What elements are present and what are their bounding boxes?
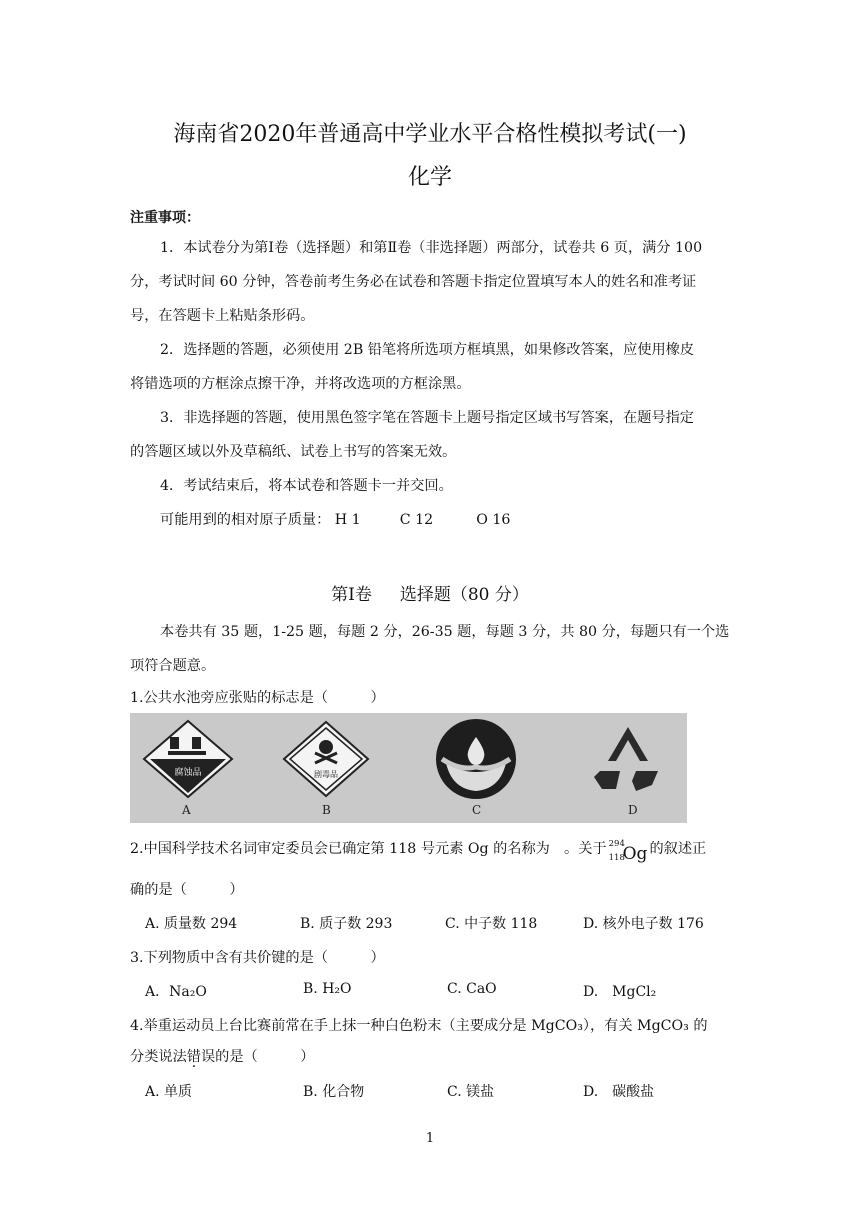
q4-emphasis-word: 错误: [186, 1049, 216, 1065]
q4-stem-line-1: 4.举重运动员上台比赛前常在手上抹一种白色粉末（主要成分是 MgCO₃），有关 MgCO₃ 的: [130, 1018, 708, 1034]
notice-item-1-line-3: 号，在答题卡上粘贴条形码。: [130, 308, 315, 324]
q2-stem-line-1: [130, 838, 706, 864]
notice-item-1-line-2: 分，考试时间 60 分钟，答卷前考生务必在试卷和答题卡指定位置填写本人的姓名和准考证: [130, 274, 697, 290]
q3-stem: 3.下列物质中含有共价键的是（ ）: [130, 950, 385, 966]
atomic-mass-c: C 12: [399, 512, 434, 528]
recycling-sign-icon: [582, 719, 674, 801]
q2-stem-part-1: 2.中国科学技术名词审定委员会已确定第 118 号元素 Og 的名称为 。关于: [130, 841, 607, 857]
corrosive-sign-icon: [142, 719, 234, 801]
section-1-part-label: 第Ⅰ卷: [331, 585, 372, 605]
notice-item-2-line-2: 将错选项的方框涂点擦干净，并将改选项的方框涂黑。: [130, 376, 471, 392]
q1-option-a-label: A: [182, 803, 191, 817]
q2-option-c: C. 中子数 118: [445, 916, 538, 932]
q3-option-a: A．Na₂O: [145, 984, 207, 1000]
isotope-atomic-number: 118: [608, 853, 625, 863]
exam-title: 海南省2020年普通高中学业水平合格性模拟考试(一): [173, 122, 687, 147]
q4-stem-line-2: [130, 1046, 314, 1066]
corrosive-sign-text: 腐蚀品: [174, 768, 202, 778]
notice-heading: 注重事项：: [130, 210, 200, 226]
notice-item-3-line-2: 的答题区域以外及草稿纸、试卷上书写的答案无效。: [130, 444, 457, 460]
q2-option-d: D. 核外电子数 176: [583, 916, 704, 932]
atomic-mass-line: [160, 509, 510, 529]
q4-option-d: D. 碳酸盐: [583, 1084, 655, 1100]
q2-option-a: A. 质量数 294: [145, 916, 238, 932]
toxic-sign-icon: [280, 719, 372, 801]
og-isotope-notation: [608, 839, 648, 864]
q3-option-b: B. H₂O: [303, 981, 352, 997]
notice-item-4: 4．考试结束后，将本试卷和答题卡一并交回。: [160, 478, 453, 494]
notice-item-2-line-1: 2．选择题的答题，必须使用 2B 铅笔将所选项方框填黑，如果修改答案，应使用橡皮: [160, 342, 695, 358]
section-1-part-name: 选择题（80 分）: [399, 585, 529, 605]
q4-option-b: B. 化合物: [303, 1084, 365, 1100]
atomic-mass-h: H 1: [334, 512, 361, 528]
q2-stem-part-2: 的叙述正: [649, 841, 707, 857]
q4-option-a: A. 单质: [145, 1084, 193, 1100]
q4-stem-part-b: 的是（ ）: [215, 1049, 315, 1065]
atomic-mass-o: O 16: [476, 512, 511, 528]
water-saving-sign-icon: [430, 719, 522, 801]
section-1-title: [0, 580, 860, 605]
q1-option-b-label: B: [322, 803, 331, 817]
q3-option-d: D. MgCl₂: [583, 984, 657, 1000]
q1-option-c-label: C: [472, 803, 482, 817]
q4-option-c: C. 镁盐: [447, 1084, 495, 1100]
q3-option-c: C. CaO: [447, 981, 497, 997]
subject-title: 化学: [407, 165, 452, 190]
isotope-mass-number: 294: [608, 839, 625, 849]
q1-option-d-label: D: [628, 803, 638, 817]
notice-item-1-line-1: 1．本试卷分为第Ⅰ卷（选择题）和第Ⅱ卷（非选择题）两部分，试卷共 6 页，满分 100: [160, 240, 703, 256]
toxic-sign-text: 剧毒品: [314, 770, 338, 779]
q2-stem-line-2: 确的是（ ）: [130, 882, 244, 898]
q1-sign-strip: [130, 713, 687, 823]
isotope-symbol: Og: [622, 844, 648, 864]
section-1-intro-line-2: 项符合题意。: [130, 658, 216, 674]
page-number: 1: [425, 1131, 435, 1146]
q2-option-b: B. 质子数 293: [300, 916, 393, 932]
notice-item-3-line-1: 3．非选择题的答题，使用黑色签字笔在答题卡上题号指定区域书写答案，在题号指定: [160, 410, 694, 426]
section-1-intro-line-1: 本卷共有 35 题，1-25 题，每题 2 分，26-35 题，每题 3 分，共 80 分，每题只有一个选: [160, 624, 730, 640]
q1-stem: 1.公共水池旁应张贴的标志是（ ）: [130, 690, 385, 706]
q4-stem-part-a: 分类说法: [130, 1049, 187, 1065]
atomic-mass-label: 可能用到的相对原子质量：: [160, 512, 331, 528]
